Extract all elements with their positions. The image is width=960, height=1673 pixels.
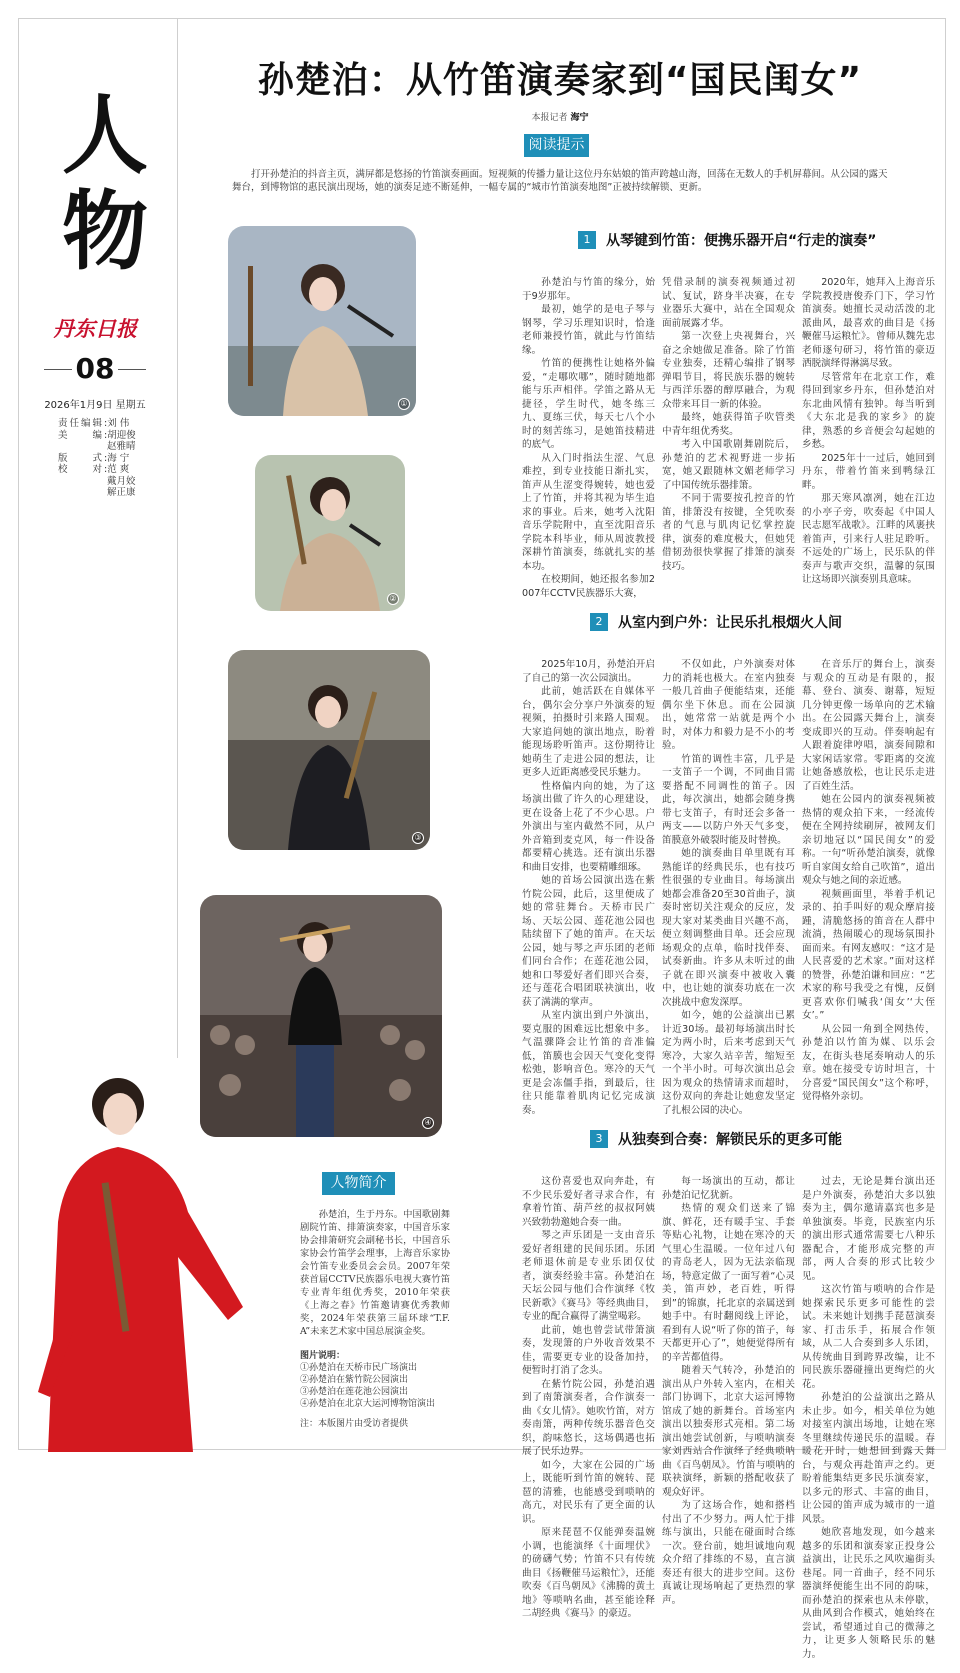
separator: : [104,418,108,429]
photo-credit-note: 注：本版图片由受访者提供 [300,1419,409,1429]
body-paragraph: 不同于需要按孔控音的竹笛，排箫没有按键，全凭吹奏者的气息与肌肉记忆掌控旋律，演奏的难度极大，但她凭借韧劲很快掌握了排箫的演奏技巧。 [662,493,795,572]
body-paragraph: 热情的观众们送来了锦旗、鲜花，还有暖手宝、手套等贴心礼物，让她在寒冷的天气里心生温暖。一位年过八旬的青岛老人，因为无法亲临现场，特意定做了一面写着“心灵美，笛声妙，老百姓，听得到”的锦旗，托北京的亲属送到她手中。有时翻阅线上评论，看到有人说“听了你的笛子，每天都更开心了”，她便觉得所有的辛苦都值得。 [662,1203,795,1363]
staff-row [58,476,136,488]
body-paragraph: 最终，她获得笛子吹管类中青年组优秀奖。 [662,412,795,437]
section-title: 从琴键到竹笛：便携乐器开启“行走的演奏” [606,233,877,249]
staff-role: 版式 [58,452,102,464]
section-number: 2 [590,613,608,631]
section-number: 3 [590,1130,608,1148]
body-paragraph: 从公园一角到全网热传，孙楚泊以竹笛为媒、以乐会友，在街头巷尾奏响动人的乐章。她在接受专访时坦言，十分喜爱“国民闺女”这个称呼，觉得格外亲切。 [802,1023,935,1102]
photo-3-lianhuachi-park [228,650,430,850]
section-heading-3 [590,1129,937,1149]
staff-row [58,430,136,442]
issue-date: 2026年1月9日 星期五 [44,400,146,411]
section-name: 人物 [62,85,148,282]
staff-credits [58,418,136,499]
section-title: 从室内到户外：让民乐扎根烟火人间 [618,615,842,631]
section-heading-2 [590,612,937,632]
staff-role: 美编 [58,429,102,441]
text-column [522,658,655,1117]
body-paragraph: 考入中国歌剧舞剧院后，孙楚泊的艺术视野进一步拓宽，她又跟随林文媚老师学习了中国传统乐器排箫。 [662,439,795,491]
body-paragraph: 2025年十一过后，她回到丹东，带着竹笛来到鸭绿江畔。 [802,452,935,491]
body-paragraph: 孙楚泊与竹笛的缘分，始于9岁那年。 [522,277,655,302]
text-column [662,1175,795,1607]
staff-name: 胡迎俊 [107,429,136,441]
page-number: 08 [40,352,150,385]
photo-badge: ① [398,398,410,410]
body-paragraph: 在校期间，她还报名参加2007年CCTV民族器乐大赛， [522,574,655,599]
reading-tip-label: 阅读提示 [524,134,589,157]
photo-captions [300,1350,460,1410]
body-paragraph: 她在公园内的演奏视频被热情的观众拍下来，一经流传便在全网持续刷屏，被网友们亲切地冠以“国民闺女”的爱称。一句“听孙楚泊演奏，就像听自家闺女给自己吹笛”，道出观众与她之间的亲近感。 [802,794,935,886]
section-number: 1 [578,231,596,249]
body-paragraph: 孙楚泊的公益演出之路从未止步。如今，相关单位为她对接室内演出场地，让她在寒冬里继续传递民乐的温暖。春暖花开时，她想回到露天舞台，与观众再赴笛声之约。更盼着能集结更多民乐演奏家，以多元的形式、丰富的曲目，让公园的笛声成为城市的一道风景。 [802,1392,935,1525]
body-paragraph: 她欣喜地发现，如今越来越多的乐团和演奏家正投身公益演出，让民乐之风吹遍街头巷尾。同一首曲子，经不同乐器演绎便能生出不同的韵味，而孙楚泊的探索也从未停歇，从曲风到合作模式，她始终在尝试，希望通过自己的微薄之力，让更多人领略民乐的魅力。 [802,1527,935,1660]
body-paragraph: 性格偏内向的她，为了这场演出做了许久的心理建设，更在设备上花了不少心思。户外演出与室内截然不同，从户外音箱到麦克风，每一件设备都要精心挑选。还有演出乐器和曲目安排，也要精雕细琢。 [522,780,655,873]
body-paragraph: 竹笛的调性丰富，几乎是一支笛子一个调，不同曲目需要搭配不同调性的笛子。因此，每次演出，她都会随身携带七支笛子，有时还会多备一两支——以防户外天气多变，笛膜意外破裂时能及时替换。 [662,753,795,846]
photo-1-tianqiao-plaza [228,226,416,416]
body-paragraph: 琴之声乐团是一支由音乐爱好者组建的民间乐团。乐团老师退休前是专业乐团仅仗者，演奏经验丰富。孙楚泊在天坛公园与他们合作演绎《牧民新歌》《赛马》等经典曲目，专业的配合赢得了满堂喝彩。 [522,1230,655,1322]
body-paragraph: 随着天气转冷，孙楚泊的演出从户外转入室内，在相关部门协调下，北京大运河博物馆成了她的新舞台。首场室内演出以独奏形式亮相。第二场演出她尝试创新，与唢呐演奏家刘西站合作演绎了经典唢呐曲《百鸟朝凤》。竹笛与唢呐的联袂演绎，新颖的搭配收获了观众好评。 [662,1365,795,1498]
staff-row [58,441,136,453]
staff-role [58,476,102,488]
staff-role: 校对 [58,464,102,475]
staff-name: 赵雅晴 [107,441,136,452]
staff-role: 责任编辑 [58,418,102,429]
newspaper-logo: 丹东日报 [53,316,137,341]
captions-title: 图片说明： [300,1351,346,1361]
body-paragraph: 从室内演出到户外演出，要克服的困难远比想象中多。气温骤降会让竹笛的音准偏低，笛膜也会因天气变化变得松弛，影响音色。寒冷的天气更是会冻僵手指，到最后，往往只能靠着肌肉记忆完成演奏。 [522,1010,655,1116]
photo-badge: ② [387,593,399,605]
text-column [802,1175,935,1661]
portrait-photo-red-outfit [28,1062,268,1452]
byline-prefix: 本报记者 [531,113,568,123]
byline-author: 海宁 [570,113,589,123]
staff-row [58,453,136,465]
body-paragraph: 她的演奏曲目单里既有耳熟能详的经典民乐，也有技巧性很强的专业曲目。每场演出她都会准备20至30首曲子，演奏时密切关注观众的反应，发现大家对某类曲目兴趣不高，便立刻调整曲目单。还会应现场观众的点单，临时找伴奏、试奏新曲。许多从未听过的曲子就在即兴演奏中被收入囊中，也让她的演奏功底在一次次挑战中愈发深厚。 [662,848,795,1008]
bio-text: 孙楚泊，生于丹东。中国歌剧舞剧院竹笛、排箫演奏家，中国音乐家协会排箫研究会副秘书长，中国音乐家协会竹笛学会理事，上海音乐家协会竹笛专业委员会会员。2007年荣获首届CCTV民族器乐电视大赛竹笛专业青年组优秀奖，2010年荣获《上海之春》竹笛邀请赛优秀教师奖，2024年荣获第三届环球“T.F.A”未来艺术家中国总展演金奖。 [300,1209,450,1337]
caption-item: ④孙楚泊在北京大运河博物馆演出 [300,1399,436,1409]
intro-paragraph: 打开孙楚泊的抖音主页，满屏都是悠扬的竹笛演奏画面。短视频的传播力量让这位丹东姑娘的笛声跨越山海，回荡在无数人的手机屏幕间。从公园的露天舞台，到博物馆的惠民演出现场，她的演奏足迹不断延伸，一幅专属的“城市竹笛演奏地图”正被持续解锁、更新。 [232,169,888,193]
caption-item: ③孙楚泊在莲花池公园演出 [300,1387,409,1397]
staff-name: 戴月姣 [107,475,136,487]
body-paragraph: 她的首场公园演出选在紫竹院公园，此后，这里便成了她的常驻舞台。天桥市民广场、天坛公园、莲花池公园也陆续留下了她的笛声。在天坛公园，她与琴之声乐团的老师们同台合作；在莲花池公园，她和口琴爱好者们即兴合奏，还与莲花合唱团联袂演出，收获了满满的掌声。 [522,875,655,1008]
staff-name: 刘 伟 [107,418,130,429]
body-paragraph: 凭借录制的演奏视频通过初试、复试，跻身半决赛，在专业器乐大赛中，站在全国观众面前展露才华。 [662,277,795,329]
section-title: 从独奏到合奏：解锁民乐的更多可能 [618,1132,842,1148]
body-paragraph: 此前，她也曾尝试带箫演奏，发现箫的户外收音效果不佳，需要更专业的设备加持，便暂时打消了念头。 [522,1324,655,1376]
staff-name: 范 爽 [107,464,130,475]
body-paragraph: 这份喜爱也双向奔赴，有不少民乐爱好者寻求合作，有拿着竹笛、葫芦丝的叔叔阿姨兴致勃勃邀她合奏一曲。 [522,1176,655,1228]
photo-badge: ③ [412,832,424,844]
staff-role [58,487,102,499]
caption-item: ①孙楚泊在天桥市民广场演出 [300,1363,418,1373]
article-body [522,230,937,1673]
body-paragraph: 第一次登上央视舞台，兴奋之余她做足准备。除了竹笛专业独奏，还精心编排了钢琴弹唱节目，将民族乐器的婉转与西洋乐器的醇厚融合，为观众带来耳目一新的体验。 [662,331,795,410]
section-columns [522,276,937,612]
body-paragraph: 最初，她学的是电子琴与钢琴，学习乐理知识时，恰逢老师兼授竹笛，就此与竹笛结缘。 [522,304,655,356]
bio-label: 人物简介 [322,1172,395,1195]
body-paragraph: 这次竹笛与唢呐的合作是她探索民乐更多可能性的尝试。未来她计划携手琵琶演奏家、打击乐手，拓展合作领域，从二人合奏到多人乐团，从传统曲目到跨界改编，让不同民族乐器碰撞出更绚烂的火花。 [802,1284,935,1390]
body-paragraph: 从入门时指法生涩、气息难控，到专业技能日渐扎实，笛声从生涩变得婉转，她也爱上了竹笛，并将其视为毕生追求的事业。后来，她考入沈阳音乐学院附中，直至沈阳音乐学院本科毕业，师从周波教授深耕竹笛演奏，练就扎实的基本功。 [522,452,655,572]
section-columns [522,1175,937,1673]
section-3 [522,1129,937,1673]
caption-item: ②孙楚泊在紫竹院公园演出 [300,1375,409,1385]
section-1 [522,230,937,612]
body-paragraph: 原来琵琶不仅能弹奏温婉小调，也能演绎《十面埋伏》的磅礴气势；竹笛不只有传统曲目《扬鞭催马运粮忙》，还能吹奏《百鸟朝凤》《沸腾的黄土地》等唢呐名曲，甚至能诠释二胡经典《赛马》的豪迈。 [522,1527,655,1619]
body-paragraph: 尽管常年在北京工作，难得回到家乡丹东，但孙楚泊对东北曲风情有独钟。每当听到《大东北是我的家乡》的旋律，熟悉的乡音便会勾起她的乡愁。 [802,371,935,450]
separator: : [104,464,108,475]
body-paragraph: 每一场演出的互动，都让孙楚泊记忆犹新。 [662,1176,795,1201]
section-2 [522,612,937,1129]
staff-row [58,464,136,476]
body-paragraph: 视频画面里，举着手机记录的、拍手叫好的观众摩肩接踵，清脆悠扬的笛音在人群中流淌，热闹暖心的现场氛围扑面而来。有网友感叹：“这才是人民喜爱的艺术家。”面对这样的赞誉，孙楚泊谦和回应：“艺术家的称号我受之有愧，反倒更喜欢你们喊我‘闺女’‘大侄女’。” [802,888,935,1021]
separator: : [104,452,108,464]
body-paragraph: 过去，无论是舞台演出还是户外演奏，孙楚泊大多以独奏为主，偶尔邀请嘉宾也多是单独演奏。毕竟，民族室内乐的演出形式通常需要七八种乐器配合，才能形成完整的声部，两人合奏的形式比较少见。 [802,1176,935,1282]
body-paragraph: 2020年，她拜入上海音乐学院教授唐俊乔门下，学习竹笛演奏。她擅长灵动活泼的北派曲风，最喜欢的曲目是《扬鞭催马运粮忙》。曾师从魏先忠老师逐句研习，将竹笛的豪迈洒脱演绎得淋漓尽致。 [802,277,935,369]
body-paragraph: 2025年10月，孙楚泊开启了自己的第一次公园演出。 [522,659,655,684]
text-column [662,276,795,573]
body-paragraph: 如今，她的公益演出已累计近30场。最初每场演出时长定为两小时，后来考虑到天气寒冷，大家久站辛苦，缩短至一个半小时。可每次演出总会因为观众的热情请求而超时，这份双向的奔赴让她愈发坚定了扎根公园的决心。 [662,1010,795,1116]
staff-role [58,441,102,453]
article-title: 孙楚泊：从竹笛演奏家到“国民闺女” [257,60,863,101]
bio-box [300,1172,460,1430]
body-paragraph: 如今，大家在公园的广场上，既能听到竹笛的婉转、琵琶的清雅，也能感受到唢呐的高亢，对民乐有了更全面的认识。 [522,1459,655,1525]
body-paragraph: 不仅如此，户外演奏对体力的消耗也极大。在室内独奏一般几首曲子便能结束，还能偶尔坐下休息。而在公园演出，她常常一站就是两个小时，对体力和毅力是不小的考验。 [662,659,795,751]
staff-row [58,418,136,430]
text-column [802,658,935,1104]
text-column [522,1175,655,1621]
text-column [522,276,655,600]
staff-name: 解正康 [107,487,136,498]
sidebar-divider [177,18,178,1058]
body-paragraph: 那天寒风凛冽，她在江边的小亭子旁，吹奏起《中国人民志愿军战歌》。江畔的风裹挟着笛声，引来行人驻足聆听。不远处的广场上，民乐队的伴奏声与歌声交织，温馨的氛围让这场即兴演奏别具意味。 [802,493,935,585]
photo-badge: ④ [422,1117,434,1129]
body-paragraph: 在音乐厅的舞台上，演奏与观众的互动是有限的，报幕、登台、演奏、谢幕，短短几分钟更像一场单向的艺术输出。在公园露天舞台上，演奏变成即兴的互动。伴奏响起有人跟着旋律哼唱，演奏间隙和大家闲话家常。零距离的交流让她备感放松，也让民乐走进了百姓生活。 [802,659,935,792]
body-paragraph: 竹笛的便携性让她格外偏爱，“走哪吹哪”，随时随地都能与乐声相伴。学笛之路从无捷径，学生时代，她冬练三九、夏练三伏，每天七八个小时的刻苦练习，是她笛技精进的底气。 [522,358,655,450]
byline [400,110,720,123]
section-columns [522,658,937,1129]
body-paragraph: 在紫竹院公园，孙楚泊遇到了南箫演奏者，合作演奏一曲《女儿情》。她吹竹笛，对方奏南箫，两种传统乐器音色交织，韵味悠长，这场偶遇也拓展了民乐边界。 [522,1378,655,1457]
body-paragraph: 此前，她活跃在自媒体平台，偶尔会分享户外演奏的短视频，拍摄时引来路人围观。大家追问她的演出地点，盼着能现场聆听笛声。这份期待让她萌生了走进公园的想法，让更多人近距离感受民乐魅力。 [522,686,655,778]
text-column [802,276,935,587]
staff-name: 海 宁 [107,452,130,464]
body-paragraph: 为了这场合作，她和搭档付出了不少努力。两人忙于排练与演出，只能在碰面时合练一次。登台前，她坦诚地向观众介绍了排练的不易，直言演奏还有很大的进步空间。这份真诚让现场响起了更热烈的掌声。 [662,1500,795,1606]
photo-2-zizhuyuan-park [255,455,405,611]
section-heading-1 [578,230,937,250]
separator: : [104,429,108,441]
text-column [662,658,795,1117]
staff-row [58,487,136,499]
